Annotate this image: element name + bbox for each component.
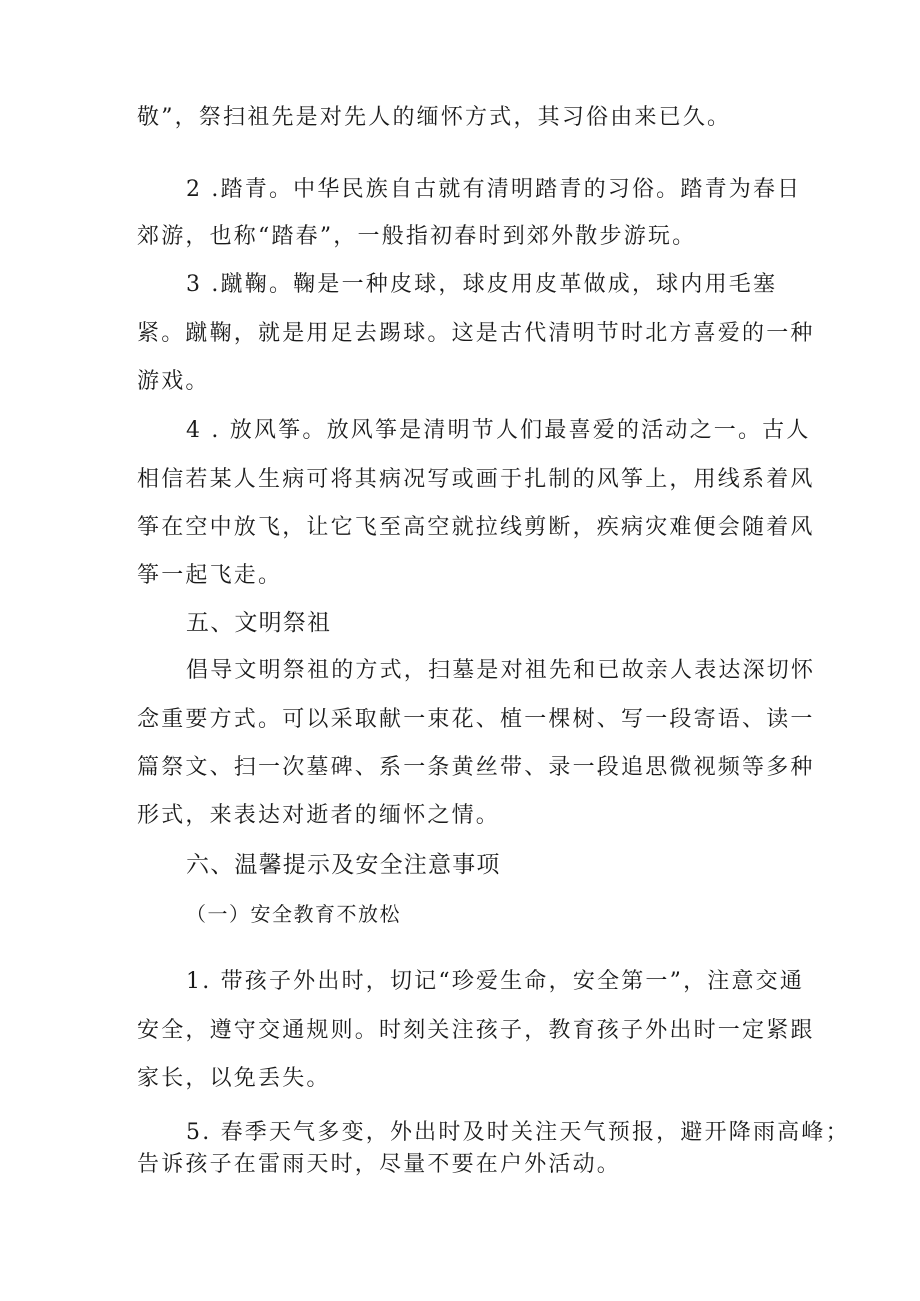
list-item-2-line: 郊游，也称“踏春”，一般指初春时到郊外散步游玩。 [137,224,697,249]
list-item-4-line: 4 . 放风筝。放风筝是清明节人们最喜爱的活动之一。古人 [186,418,811,443]
list-item-3-line: 紧。蹴鞠，就是用足去踢球。这是古代清明节时北方喜爱的一种 [137,321,815,346]
section-6-item-5-line: 5. 春季天气多变，外出时及时关注天气预报，避开降雨高峰； [186,1120,850,1145]
section-5-line: 形式，来表达对逝者的缅怀之情。 [137,803,501,828]
list-item-3-line: 3 .蹴鞠。鞠是一种皮球，球皮用皮革做成，球内用毛塞 [186,272,778,297]
section-6-item-1-line: 1. 带孩子外出时，切记“珍爱生命，安全第一”，注意交通 [186,969,805,994]
list-item-4-line: 筝在空中放飞，让它飞至高空就拉线剪断，疾病灾难便会随着风 [137,515,815,540]
section-5-line: 篇祭文、扫一次墓碑、系一条黄丝带、录一段追思微视频等多种 [137,755,815,780]
section-6-item-1-line: 安全，遵守交通规则。时刻关注孩子，教育孩子外出时一定紧跟 [137,1018,815,1043]
section-5-line: 念重要方式。可以采取献一束花、植一棵树、写一段寄语、读一 [137,707,815,732]
section-6-item-1-line: 家长，以免丢失。 [137,1066,331,1091]
list-item-4-line: 筝一起飞走。 [137,563,283,588]
subsection-heading: （一）安全教育不放松 [186,902,401,926]
section-heading-5: 五、文明祭祖 [186,610,332,636]
section-6-item-5-line: 告诉孩子在雷雨天时，尽量不要在户外活动。 [137,1152,622,1177]
section-5-line: 倡导文明祭祖的方式，扫墓是对祖先和已故亲人表达深切怀 [186,658,816,683]
list-item-2-line: 2 .踏青。中华民族自古就有清明踏青的习俗。踏青为春日 [186,177,802,202]
section-heading-6: 六、温馨提示及安全注意事项 [186,852,501,878]
list-item-4-line: 相信若某人生病可将其病况写或画于扎制的风筝上，用线系着风 [137,467,815,492]
paragraph-line: 敬”，祭扫祖先是对先人的缅怀方式，其习俗由来已久。 [137,105,732,130]
list-item-3-line: 游戏。 [137,369,210,394]
